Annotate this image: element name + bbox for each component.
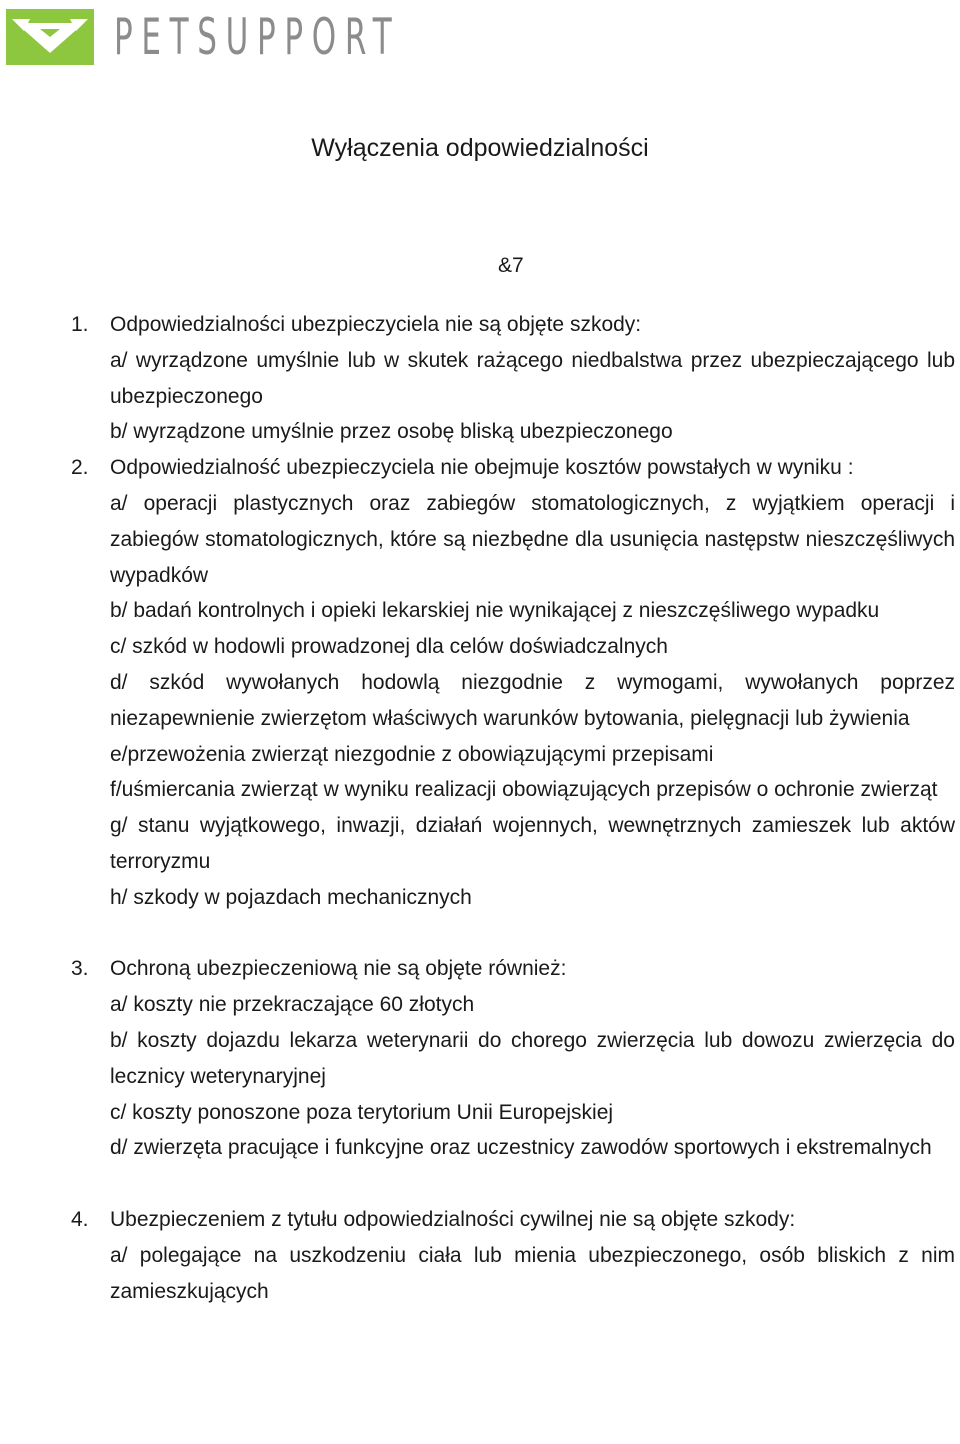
list-item xyxy=(0,951,955,1166)
item-number: 4. xyxy=(71,1207,89,1231)
item-text: b/ koszty dojazdu lekarza weterynarii do chorego zwierzęcia lub dowozu zwierzęcia do lecznicy weterynaryjnej xyxy=(110,1028,955,1088)
exclusions-list xyxy=(0,307,960,1309)
petsupport-logo-icon xyxy=(6,9,94,65)
list-item xyxy=(0,1202,955,1309)
item-text: Ubezpieczeniem z tytułu odpowiedzialności cywilnej nie są objęte szkody: xyxy=(110,1207,796,1231)
section-number: &7 xyxy=(498,254,524,277)
item-text: d/ szkód wywołanych hodowlą niezgodnie z wymogami, wywołanych poprzez niezapewnienie zwierzętom właściwych warunków bytowania, pielęgnacji lub żywienia xyxy=(110,670,955,730)
item-number: 1. xyxy=(71,313,89,336)
item-text: a/ koszty nie przekraczające 60 złotych xyxy=(110,993,475,1017)
item-number: 3. xyxy=(71,957,89,981)
item-text: d/ zwierzęta pracujące i funkcyjne oraz uczestnicy zawodów sportowych i ekstremalnych xyxy=(110,1136,932,1160)
item-text: e/przewożenia zwierząt niezgodnie z obowiązującymi przepisami xyxy=(110,742,714,766)
list-item xyxy=(0,307,955,450)
item-text: a/ polegające na uszkodzeniu ciała lub mienia ubezpieczonego, osób bliskich z nim zamieszkujących xyxy=(110,1243,955,1303)
item-text: h/ szkody w pojazdach mechanicznych xyxy=(110,885,472,909)
item-text: Odpowiedzialności ubezpieczyciela nie są objęte szkody: xyxy=(110,313,642,336)
brand-name: PETSUPPORT xyxy=(114,8,401,66)
item-text: f/uśmiercania zwierząt w wyniku realizacji obowiązujących przepisów o ochronie zwierząt xyxy=(110,778,938,802)
page-title: Wyłączenia odpowiedzialności xyxy=(311,134,649,162)
item-number: 2. xyxy=(71,456,89,480)
item-text: Odpowiedzialność ubezpieczyciela nie obejmuje kosztów powstałych w wyniku : xyxy=(110,456,854,480)
item-text: c/ koszty ponoszone poza terytorium Unii Europejskiej xyxy=(110,1100,614,1124)
list-item xyxy=(0,450,955,915)
item-text: g/ stanu wyjątkowego, inwazji, działań wojennych, wewnętrznych zamieszek lub aktów terroryzmu xyxy=(110,814,955,873)
brand-logo xyxy=(6,8,576,66)
item-text: a/ wyrządzone umyślnie lub w skutek rażącego niedbalstwa przez ubezpieczającego lub ubezpieczonego xyxy=(110,348,955,408)
item-text: c/ szkód w hodowli prowadzonej dla celów doświadczalnych xyxy=(110,635,668,659)
item-text: b/ wyrządzone umyślnie przez osobę bliską ubezpieczonego xyxy=(110,420,673,444)
item-text: b/ badań kontrolnych i opieki lekarskiej nie wynikającej z nieszczęśliwego wypadku xyxy=(110,599,880,623)
item-text: Ochroną ubezpieczeniową nie są objęte również: xyxy=(110,957,567,981)
spacer xyxy=(0,1166,960,1202)
item-text: a/ operacji plastycznych oraz zabiegów stomatologicznych, z wyjątkiem operacji i zabiegów stomatologicznych, które są niezbędne dla usunięcia następstw nieszczęśliwych wypadków xyxy=(110,491,955,587)
spacer xyxy=(0,916,960,952)
